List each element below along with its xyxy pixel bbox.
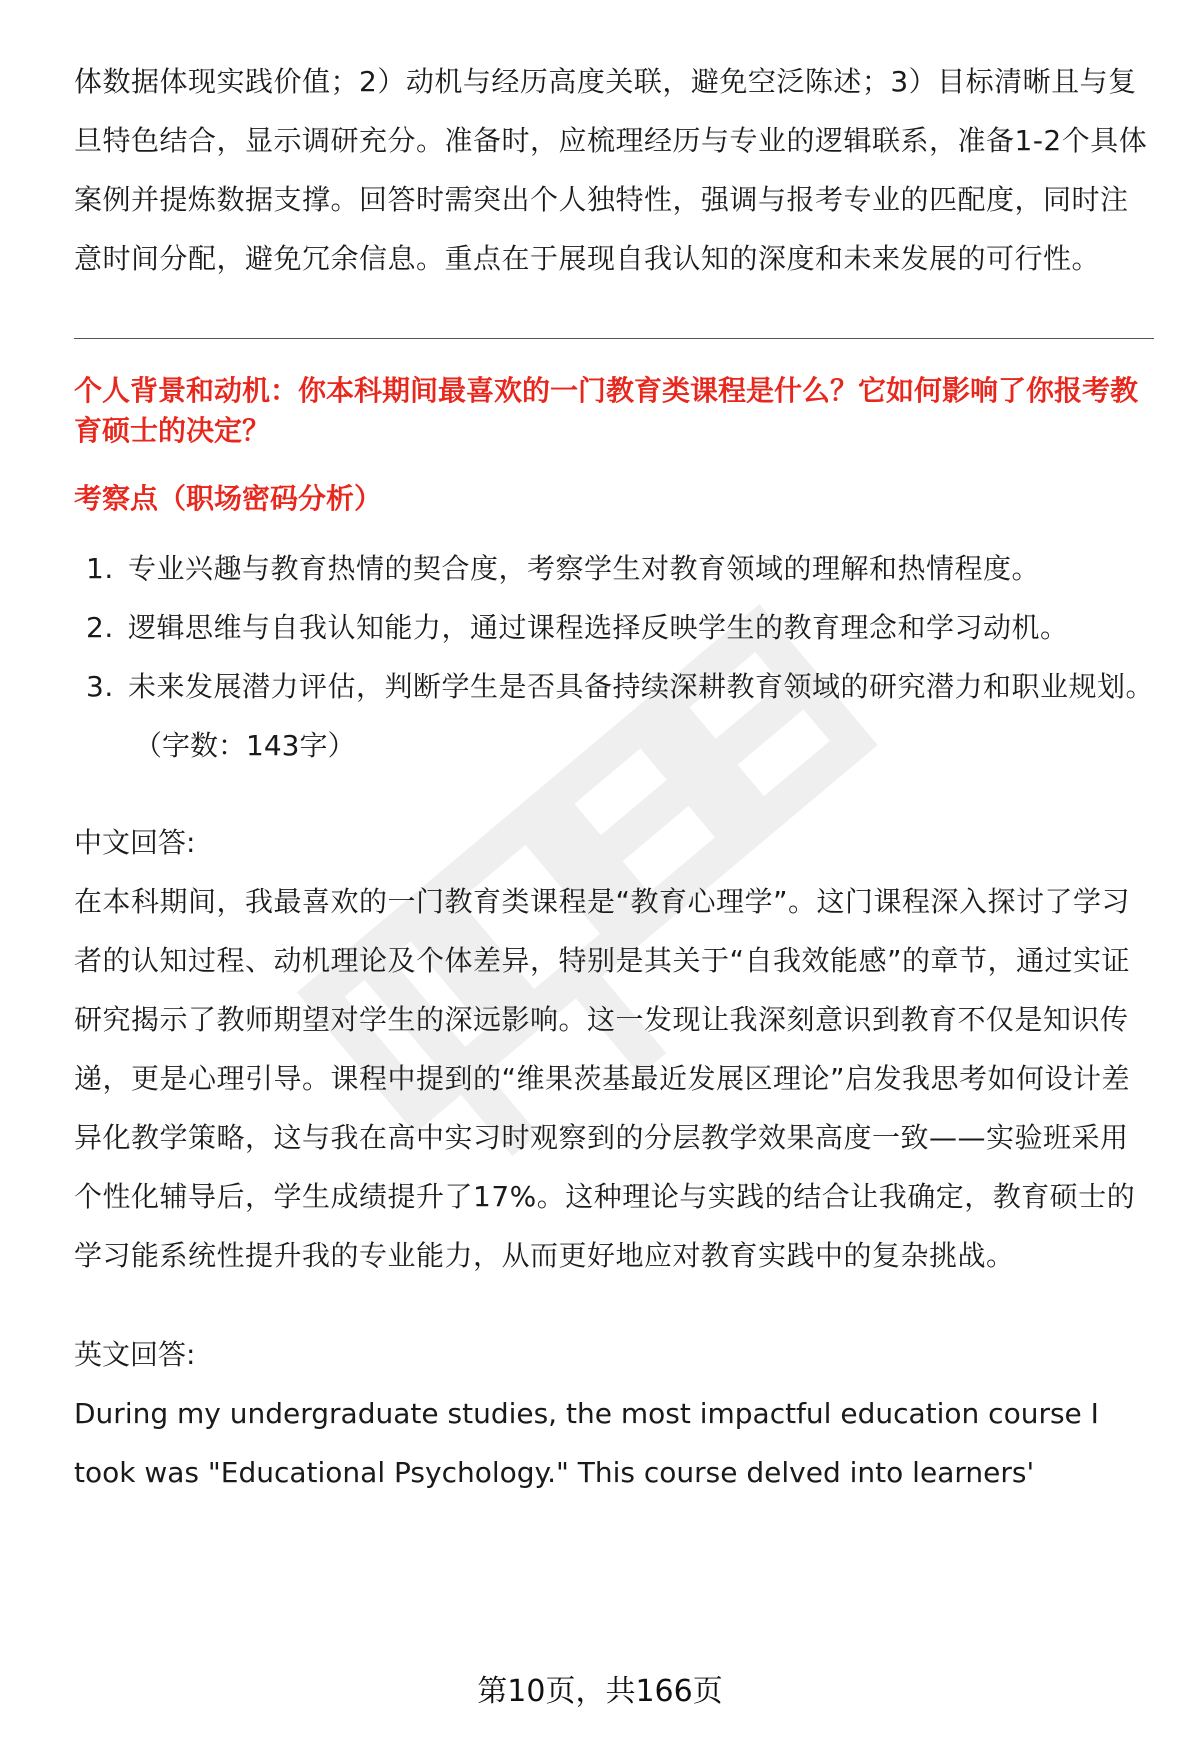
section-divider [74, 338, 1154, 339]
list-item-number: 2. [86, 611, 114, 644]
english-answer-line: During my undergraduate studies, the most impactful education course I [74, 1397, 1099, 1430]
list-item-text: 逻辑思维与自我认知能力，通过课程选择反映学生的教育理念和学习动机。 [128, 611, 1069, 644]
intro-paragraph: 体数据体现实践价值；2）动机与经历高度关联，避免空泛陈述；3）目标清晰且与复旦特色结合，显示调研充分。准备时，应梳理经历与专业的逻辑联系，准备1-2个具体案例并提炼数据支撑。回答时需突出个人独特性，强调与报考专业的匹配度，同时注意时间分配，避免冗余信息。重点在于展现自我认知的深度和未来发展的可行性。 [74, 65, 1148, 275]
list-item [74, 657, 1154, 716]
chinese-answer-label: 中文回答: [74, 826, 196, 859]
chinese-answer-text: 在本科期间，我最喜欢的一门教育类课程是“教育心理学”。这门课程深入探讨了学习者的认知过程、动机理论及个体差异，特别是其关于“自我效能感”的章节，通过实证研究揭示了教师期望对学生的深远影响。这一发现让我深刻意识到教育不仅是知识传递，更是心理引导。课程中提到的“维果茨基最近发展区理论”启发我思考如何设计差异化教学策略，这与我在高中实习时观察到的分层教学效果高度一致——实验班采用个性化辅导后，学生成绩提升了17%。这种理论与实践的结合让我确定，教育硕士的学习能系统性提升我的专业能力，从而更好地应对教育实践中的复杂挑战。 [74, 885, 1136, 1272]
list-item [74, 598, 1154, 657]
english-answer-line: took was "Educational Psychology." This course delved into learners' [74, 1456, 1035, 1489]
list-item-text: 未来发展潜力评估，判断学生是否具备持续深耕教育领域的研究潜力和职业规划。 [128, 670, 1155, 703]
question-title: 个人背景和动机：你本科期间最喜欢的一门教育类课程是什么？它如何影响了你报考教育硕士的决定？ [74, 374, 1139, 447]
document-page [74, 52, 1154, 1502]
english-answer-label: 英文回答: [74, 1338, 196, 1371]
list-item-text: 专业兴趣与教育热情的契合度，考察学生对教育领域的理解和热情程度。 [128, 552, 1041, 585]
list-item [74, 539, 1154, 598]
points-list [74, 539, 1154, 716]
page-footer: 第10页，共166页 [477, 1674, 723, 1709]
list-item-number: 1. [86, 552, 114, 585]
list-item-number: 3. [86, 670, 114, 703]
word-count: （字数：143字） [134, 729, 356, 762]
points-heading: 考察点（职场密码分析） [74, 482, 383, 515]
